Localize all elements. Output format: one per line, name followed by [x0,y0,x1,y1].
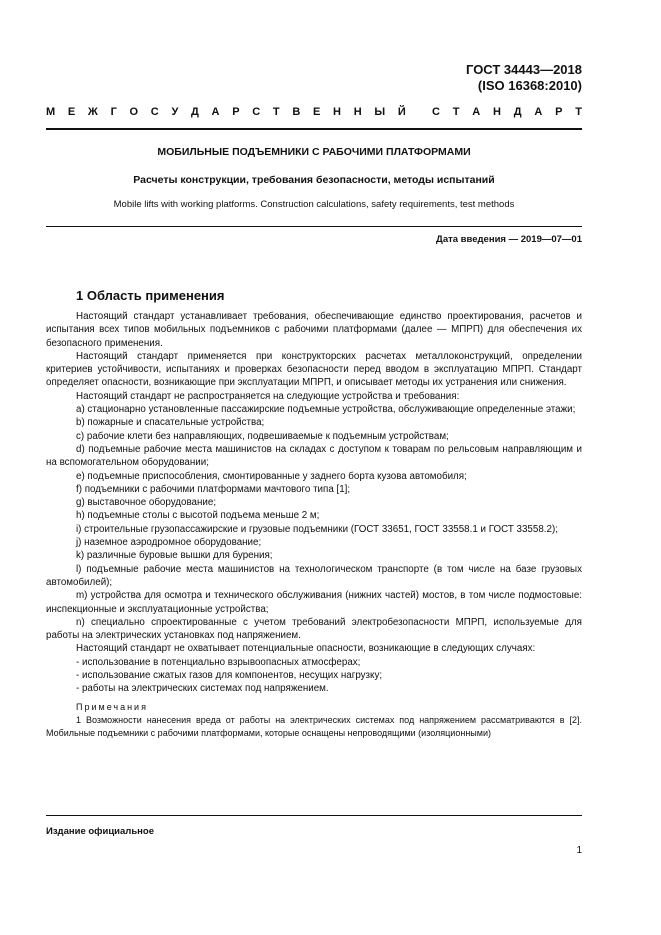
list-item: k) различные буровые вышки для бурения; [76,550,273,562]
list-item: m) устройства для осмотра и технического обслуживания (нижних частей) мостов, в том числе подмостовые: инспекционные и эксплуатационные устройства; [46,590,582,615]
list-item: - использование сжатых газов для компонентов, несущих нагрузку; [76,670,383,682]
paragraph: Настоящий стандарт устанавливает требования, обеспечивающие единство проектирования, расчетов и испытания всех типов мобильных подъемников с рабочими платформами (далее — МПРП) для обеспечения их безопасного применения. [46,311,582,349]
document-title: МОБИЛЬНЫЕ ПОДЪЕМНИКИ С РАБОЧИМИ ПЛАТФОРМАМИ [157,146,471,158]
list-item: а) стационарно установленные пассажирские подъемные устройства, обслуживающие определенные этажи; [76,404,576,416]
section-body [46,310,582,739]
list-item: е) подъемные приспособления, смонтированные у заднего борта кузова автомобиля; [76,470,467,482]
list-item: g) выставочное оборудование; [76,497,217,509]
list-item: f) подъемники с рабочими платформами мачтового типа [1]; [76,483,351,495]
paragraph: Настоящий стандарт не распространяется на следующие устройства и требования: [76,390,460,402]
paragraph: Настоящий стандарт применяется при конструкторских расчетах металлоконструкций, определении критериев устойчивости, испытаниях и проверках безопасности перед вводом в эксплуатацию МПРП. Стандарт определяет опасности, возникающие при эксплуатации МПРП, и описывает методы их устранения или снижения. [46,350,582,389]
list-item: i) строительные грузопассажирские и грузовые подъемники (ГОСТ 33651, ГОСТ 33558.1 и ГОСТ 33558.2); [76,523,558,535]
list-item: - использование в потенциально взрывоопасных атмосферах; [76,656,361,668]
list-item: b) пожарные и спасательные устройства; [76,417,265,429]
list-item: j) наземное аэродромное оборудование; [76,537,262,549]
note-1: 1 Возможности нанесения вреда от работы на электрических системах под напряжением рассматриваются в [2]. Мобильные подъемники с рабочими платформами, которые оснащены непроводящими (изоляционными) [46,714,582,738]
standard-code-block [466,62,582,94]
section-heading: 1 Область применения [76,288,225,303]
page-number: 1 [576,845,582,856]
paragraph: Настоящий стандарт не охватывает потенциальные опасности, возникающие в следующих случаях: [76,643,536,655]
list-item: с) рабочие клети без направляющих, подвешиваемые к подъемным устройствам; [76,430,449,442]
notes-heading: Примечания [76,701,148,712]
english-title: Mobile lifts with working platforms. Construction calculations, safety requirements, test methods [113,199,515,210]
list-item: - работы на электрических системах под напряжением. [76,683,329,695]
list-item: d) подъемные рабочие места машинистов на складах с доступом к товарам по рельсовым направляющим и на вспомогательном оборудовании; [46,443,582,469]
header-divider [46,128,582,130]
list-item: n) специально спроектированные с учетом требований электробезопасности МПРП, используемые для работы на электрических установках под напряжением. [46,616,582,642]
footer-divider [46,815,582,816]
interstate-standard-banner [46,106,582,118]
standard-word: С Т А Н Д А Р Т [432,106,582,118]
interstate-word: М Е Ж Г О С У Д А Р С Т В Е Н Н Ы Й [46,106,406,118]
title-divider [46,226,582,227]
list-item: h) подъемные столы с высотой подъема меньше 2 м; [76,510,320,522]
official-edition-label: Издание официальное [46,826,154,837]
list-item: l) подъемные рабочие места машинистов на технологическом транспорте (в том числе на базе грузовых автомобилей); [46,563,582,588]
gost-code: ГОСТ 34443—2018 [466,62,582,77]
document-subtitle: Расчеты конструкции, требования безопасности, методы испытаний [133,174,495,186]
iso-code: (ISO 16368:2010) [477,78,582,93]
date-of-introduction: Дата введения — 2019—07—01 [436,234,582,245]
